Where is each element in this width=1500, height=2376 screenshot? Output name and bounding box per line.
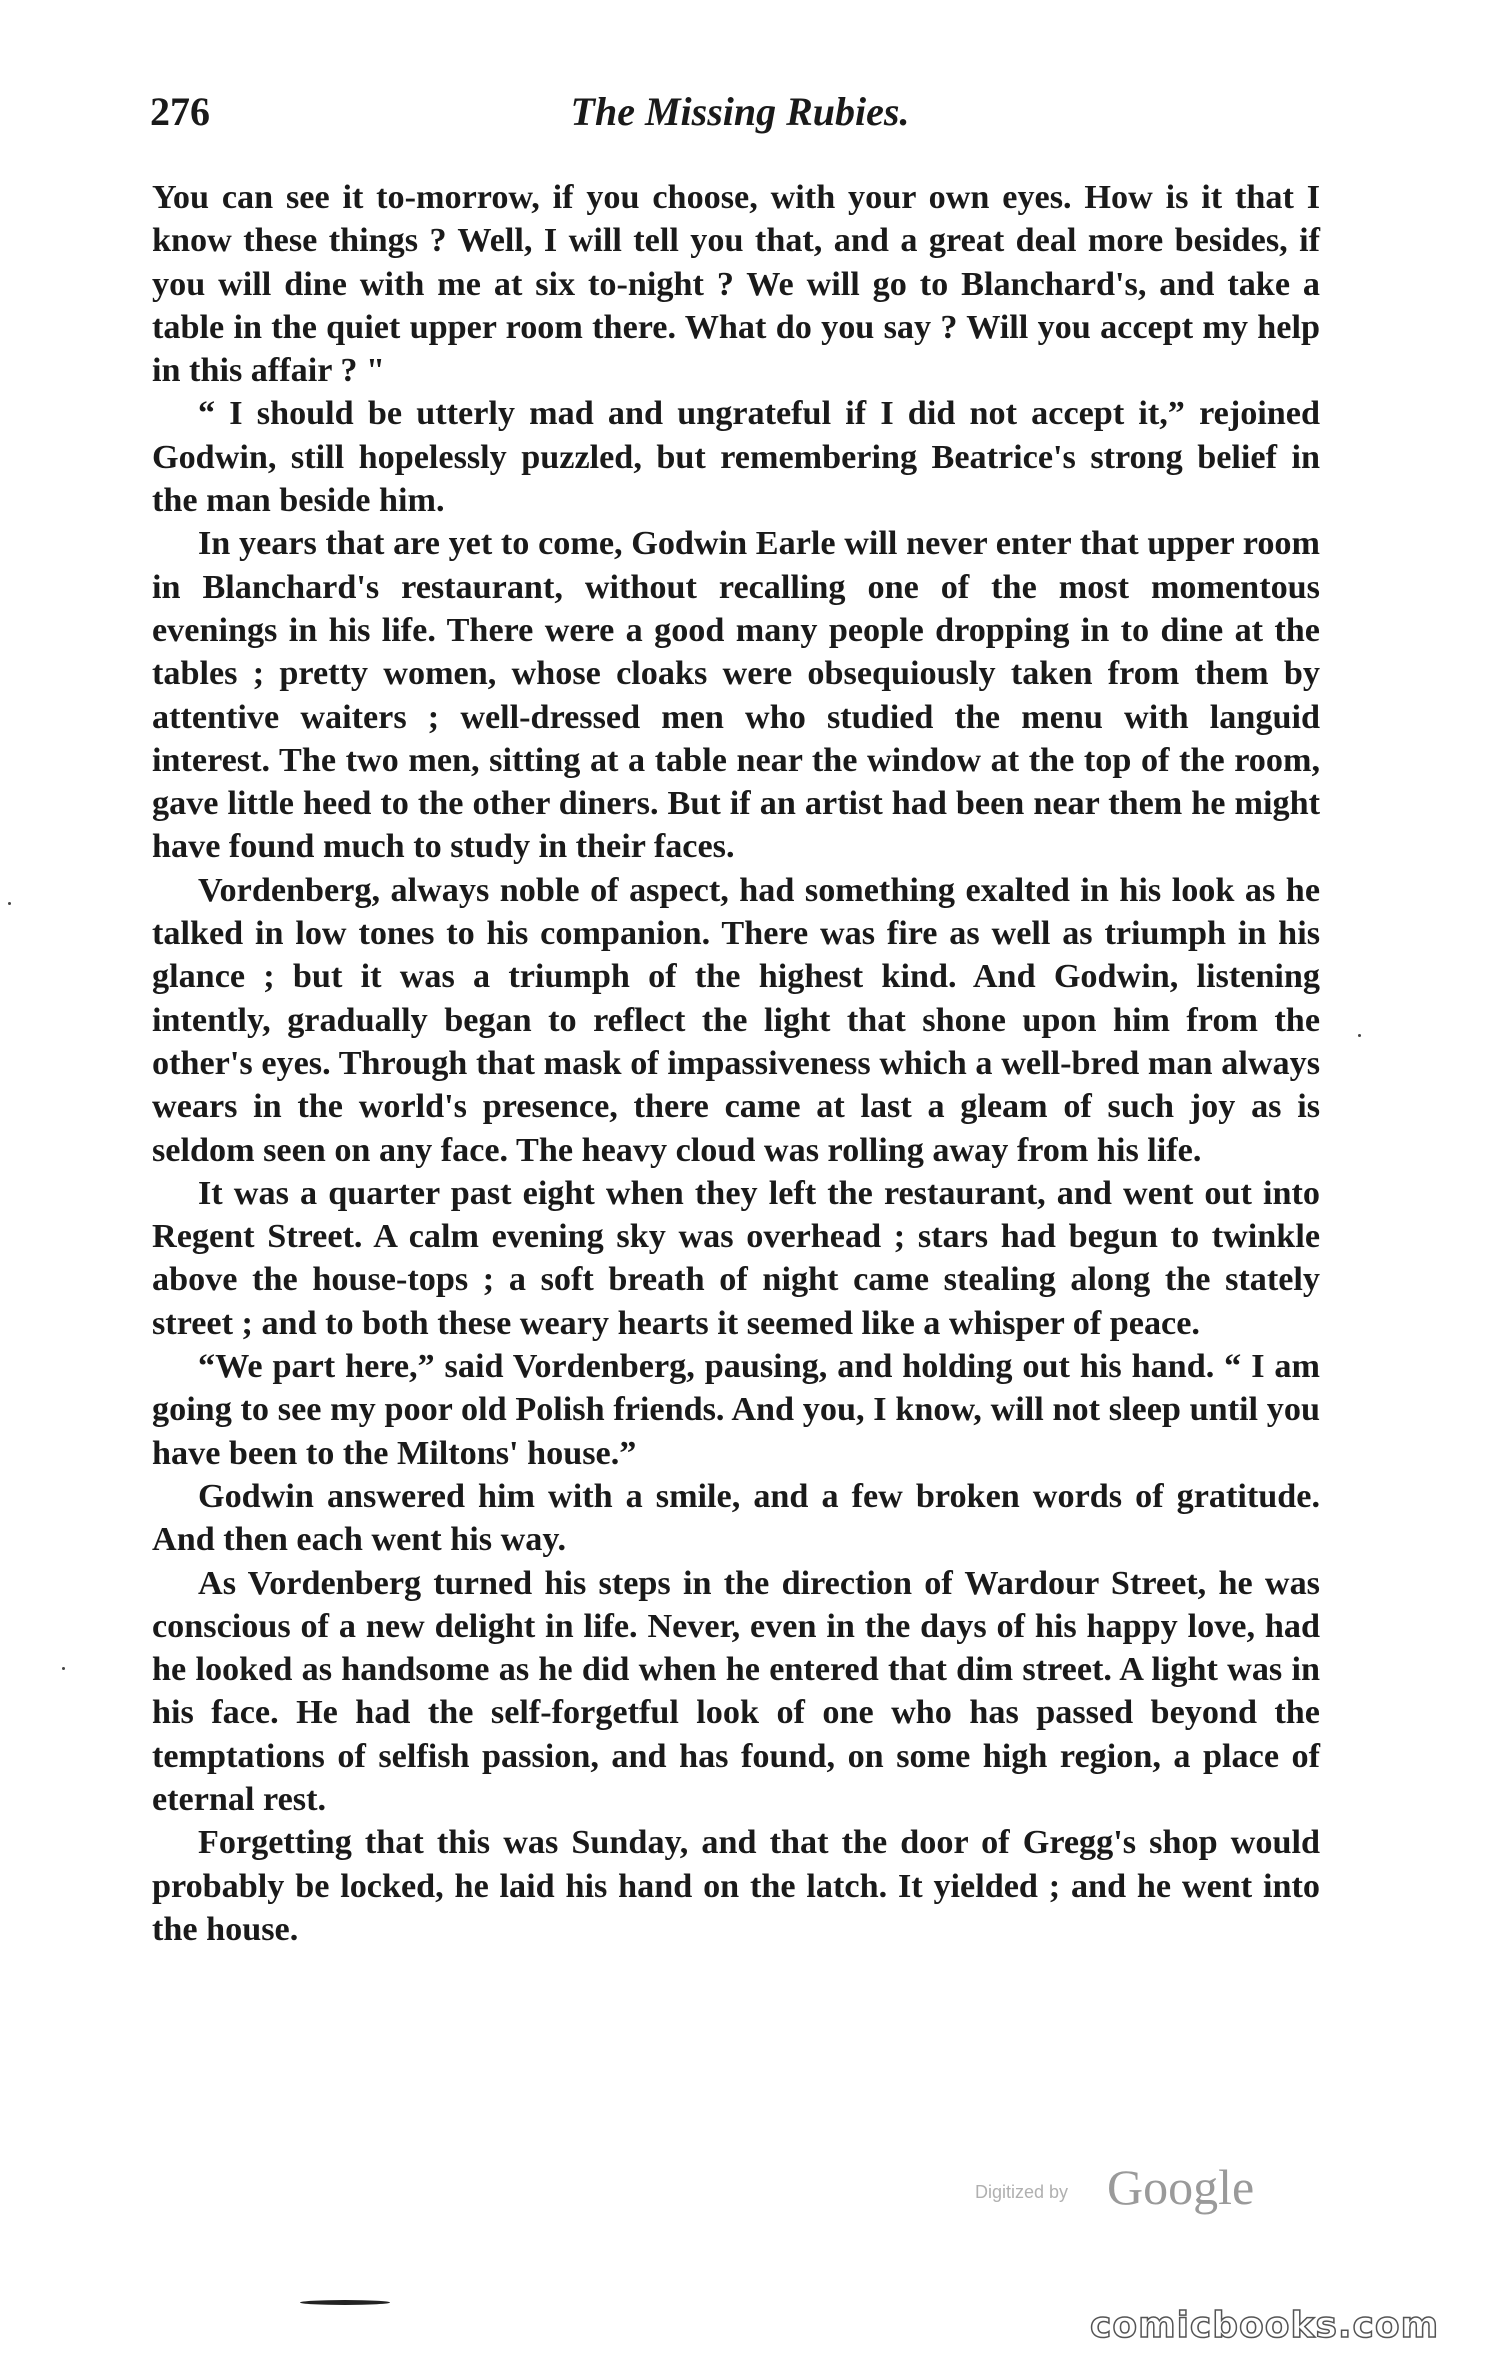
paragraph: In years that are yet to come, Godwin Earle will never enter that upper room in Blanchard's restaurant, without recalling one of the most momentous evenings in his life. There were a good many people dropping in to dine at the tables ; pretty women, whose cloaks were obsequiously taken from them by attentive waiters ; well-dressed men who studied the menu with languid interest. The two men, sitting at a table near the window at the top of the room, gave little heed to the other diners. But if an artist had been near them he might have found much to study in their faces. bbox=[152, 525, 1320, 866]
paragraph: It was a quarter past eight when they left the restaurant, and went out into Regent Street. A calm evening sky was overhead ; stars had begun to twinkle above the house-tops ; a soft breath of night came stealing along the stately street ; and to both these weary hearts it seemed like a whisper of peace. bbox=[152, 1174, 1320, 1342]
ink-speck bbox=[62, 1667, 65, 1670]
page-number: 276 bbox=[150, 89, 210, 134]
site-watermark: comicbooks.com bbox=[1090, 2305, 1440, 2346]
ink-speck bbox=[1358, 1034, 1361, 1037]
paragraph: As Vordenberg turned his steps in the direction of Wardour Street, he was conscious of a new delight in life. Never, even in the days of his happy love, had he looked as handsome as he did when he entered that dim street. A light was in his face. He had the self-forgetful look of one who has passed beyond the temptations of selfish passion, and has found, on some high region, a place of eternal rest. bbox=[152, 1564, 1320, 1818]
digitized-by-label: Digitized by bbox=[975, 2182, 1069, 2202]
google-logo-text: Google bbox=[1107, 2159, 1255, 2215]
paragraph: “We part here,” said Vordenberg, pausing, and holding out his hand. “ I am going to see my poor old Polish friends. And you, I know, will not sleep until you have been to the Miltons' house.” bbox=[152, 1348, 1320, 1472]
paragraph: Forgetting that this was Sunday, and that the door of Gregg's shop would probably be locked, he laid his hand on the latch. It yielded ; and he went into the house. bbox=[152, 1824, 1320, 1948]
running-title: The Missing Rubies. bbox=[570, 89, 910, 134]
paragraph: You can see it to-morrow, if you choose, with your own eyes. How is it that I know these things ? Well, I will tell you that, and a great deal more besides, if you will dine with me at six to-night ? We will go to Blanchard's, and take a table in the quiet upper room there. What do you say ? Will you accept my help in this affair ? " bbox=[152, 179, 1320, 390]
page-header bbox=[150, 88, 1330, 148]
body-text bbox=[152, 176, 1320, 1951]
google-watermark bbox=[975, 2158, 1295, 2218]
paragraph: “ I should be utterly mad and ungrateful if I did not accept it,” rejoined Godwin, still hopelessly puzzled, but remembering Beatrice's strong belief in the man beside him. bbox=[152, 395, 1320, 520]
ink-speck bbox=[8, 902, 11, 905]
paragraph: Vordenberg, always noble of aspect, had something exalted in his look as he talked in low tones to his companion. There was fire as well as triumph in his glance ; but it was a triumph of the highest kind. And Godwin, listening intently, gradually began to reflect the light that shone upon him from the other's eyes. Through that mask of impassiveness which a well-bred man always wears in the world's presence, there came at last a gleam of such joy as is seldom seen on any face. The heavy cloud was rolling away from his life. bbox=[152, 871, 1320, 1169]
paragraph: Godwin answered him with a smile, and a few broken words of gratitude. And then each went his way. bbox=[152, 1477, 1320, 1559]
ink-smudge bbox=[300, 2300, 390, 2305]
